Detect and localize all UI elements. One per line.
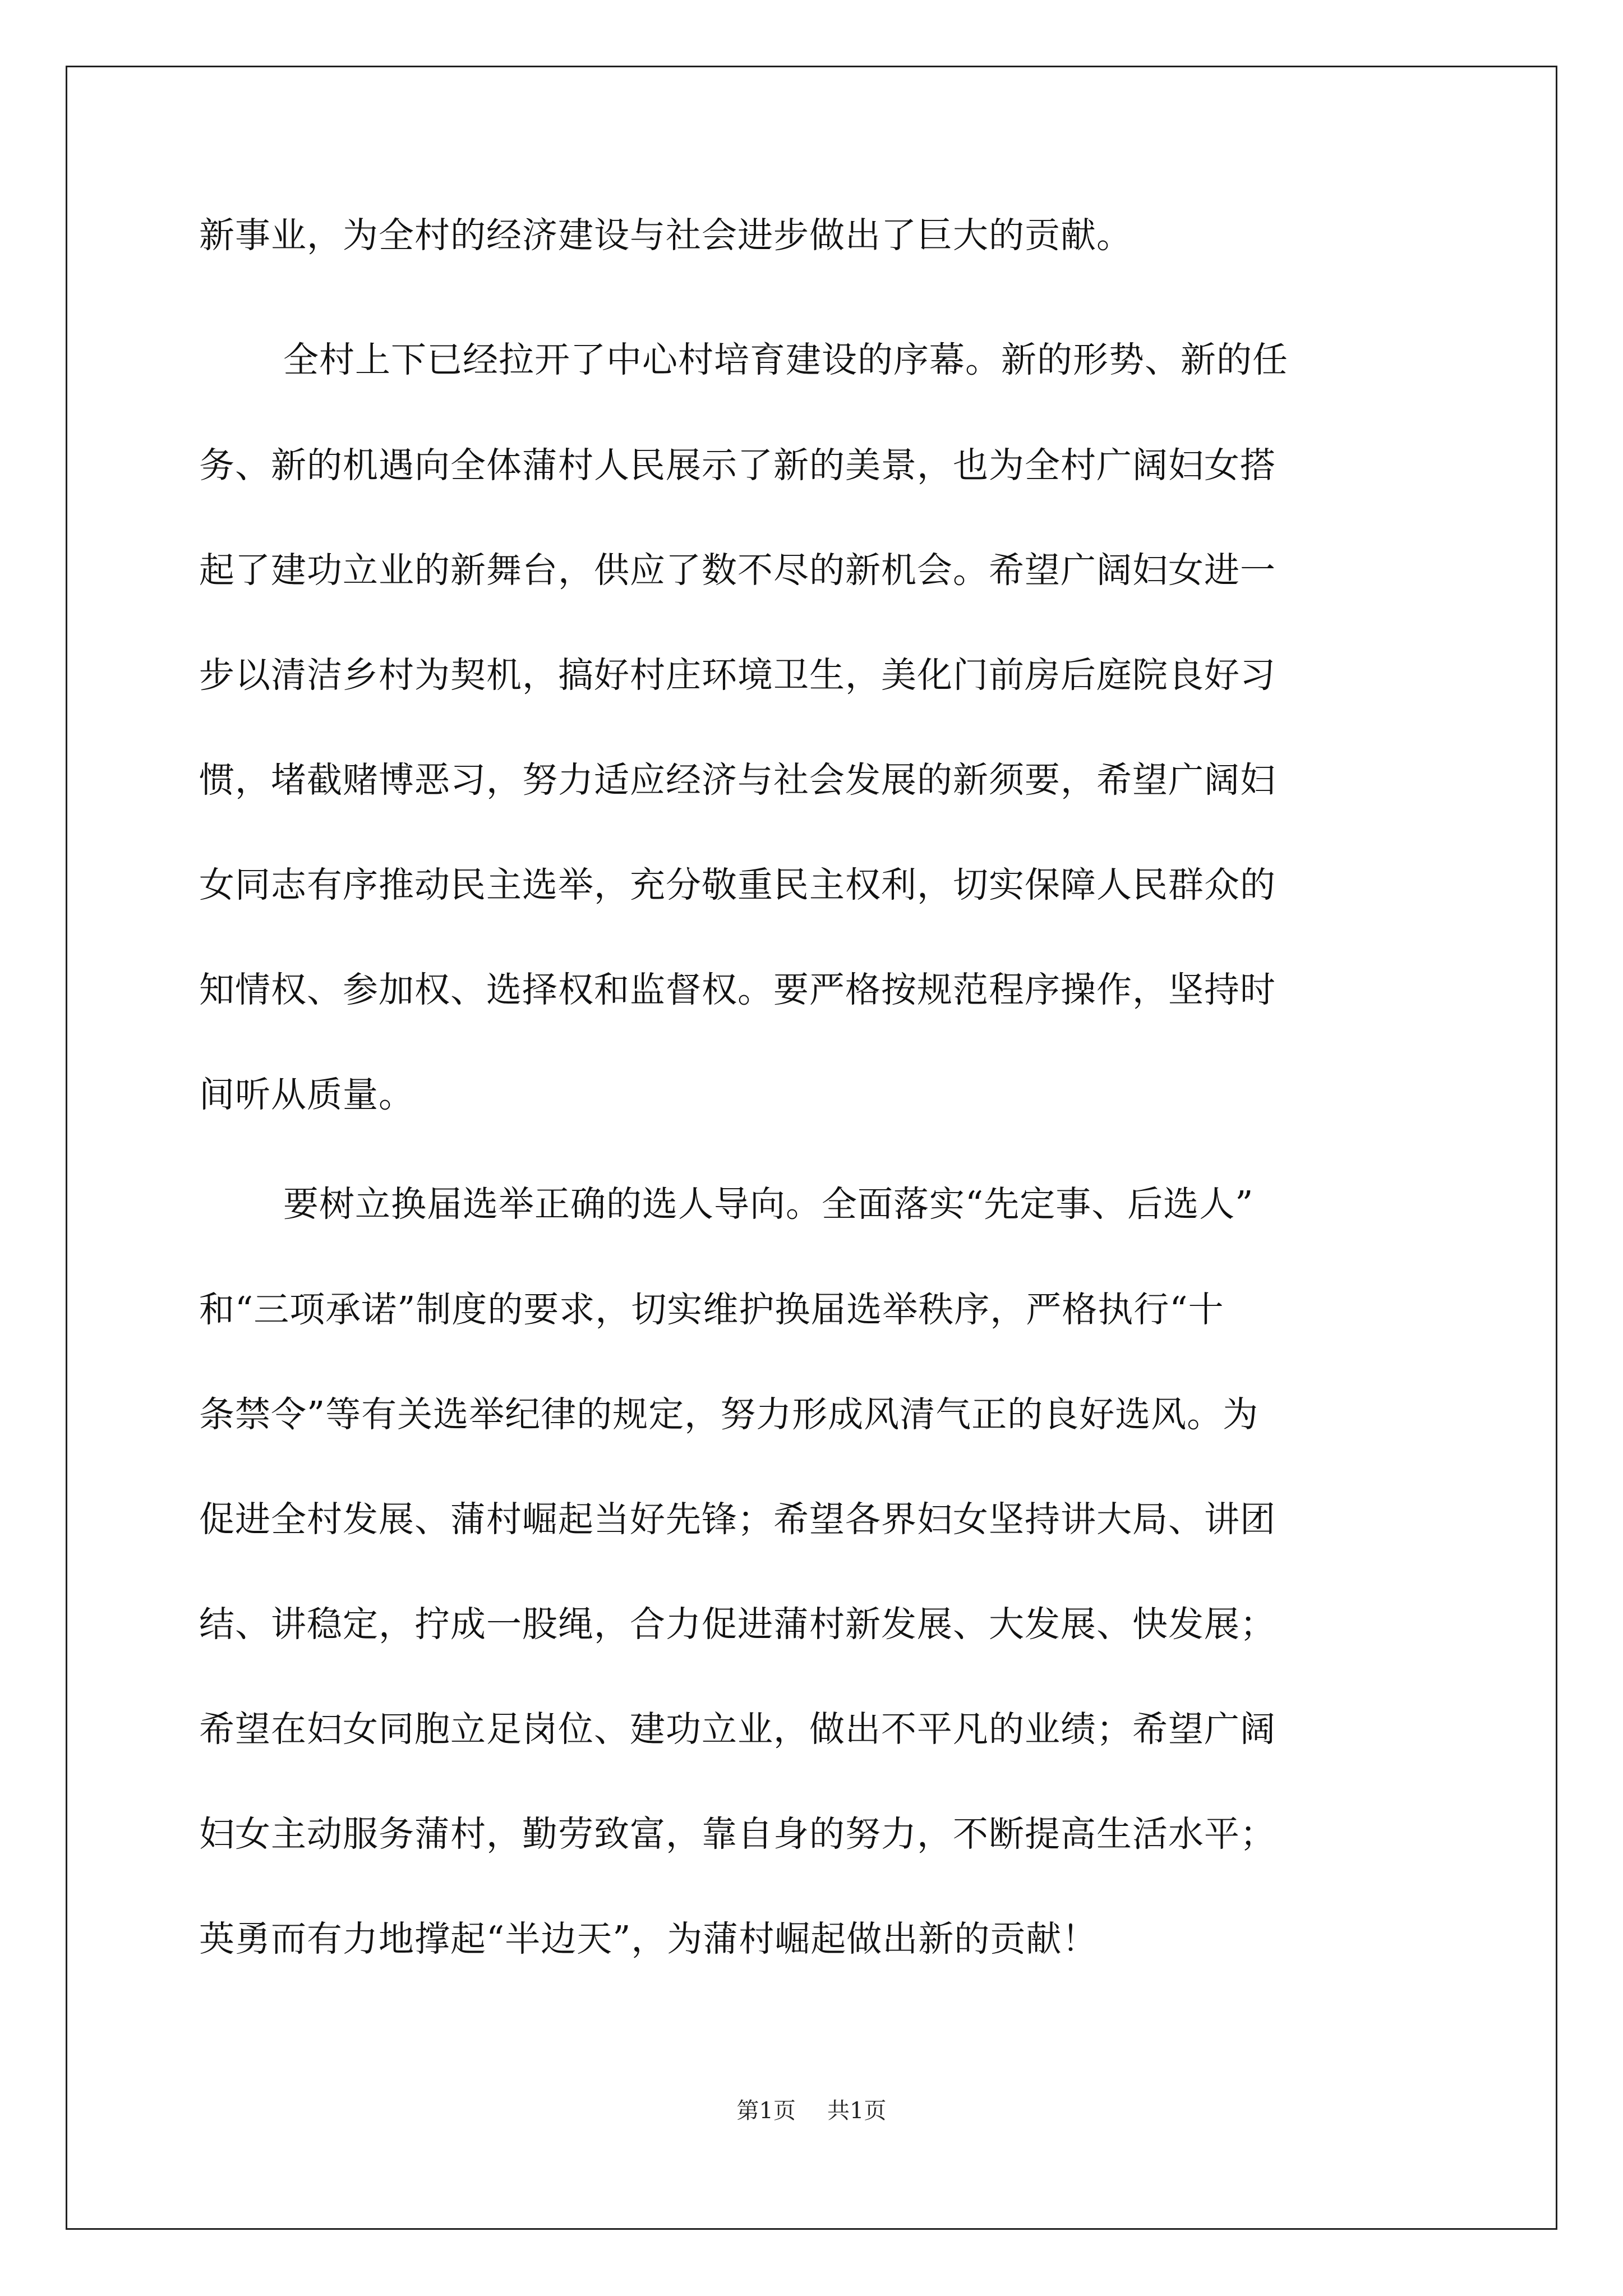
text-line: 促进全村发展、蒲村崛起当好先锋；希望各界妇女坚持讲大局、讲团 xyxy=(199,1499,1276,1540)
text-line: 起了建功立业的新舞台，供应了数不尽的新机会。希望广阔妇女进一 xyxy=(199,550,1276,591)
text-line: 结、讲稳定，拧成一股绳，合力促进蒲村新发展、大发展、快发展； xyxy=(199,1604,1276,1645)
text-line: 和“三项承诺”制度的要求，切实维护换届选举秩序，严格执行“十 xyxy=(199,1289,1224,1330)
text-line: 条禁令”等有关选举纪律的规定，努力形成风清气正的良好选风。为 xyxy=(199,1394,1259,1435)
text-line: 惯，堵截赌博恶习，努力适应经济与社会发展的新须要，希望广阔妇 xyxy=(199,760,1276,800)
text-line: 务、新的机遇向全体蒲村人民展示了新的美景，也为全村广阔妇女搭 xyxy=(199,445,1276,486)
text-line: 妇女主动服务蒲村，勤劳致富，靠自身的努力，不断提高生活水平； xyxy=(199,1814,1276,1855)
page-border xyxy=(66,66,1557,2230)
page-footer xyxy=(0,2100,1623,2122)
page-number-current: 第1页 xyxy=(736,2098,796,2124)
text-line: 新事业，为全村的经济建设与社会进步做出了巨大的贡献。 xyxy=(199,215,1132,256)
text-line: 间听从质量。 xyxy=(199,1074,414,1115)
paragraph-start-line: 全村上下已经拉开了中心村培育建设的序幕。新的形势、新的任 xyxy=(283,339,1288,380)
text-line: 英勇而有力地撑起“半边天”，为蒲村崛起做出新的贡献！ xyxy=(199,1918,1098,1959)
page-number-total: 共1页 xyxy=(827,2098,887,2124)
text-line: 希望在妇女同胞立足岗位、建功立业，做出不平凡的业绩；希望广阔 xyxy=(199,1709,1276,1750)
text-line: 知情权、参加权、选择权和监督权。要严格按规范程序操作，坚持时 xyxy=(199,969,1276,1010)
paragraph-start-line: 要树立换届选举正确的选人导向。全面落实“先定事、后选人” xyxy=(283,1184,1254,1225)
text-line: 步以清洁乡村为契机，搞好村庄环境卫生，美化门前房后庭院良好习 xyxy=(199,655,1276,696)
text-line: 女同志有序推动民主选举，充分敬重民主权利，切实保障人民群众的 xyxy=(199,864,1276,905)
